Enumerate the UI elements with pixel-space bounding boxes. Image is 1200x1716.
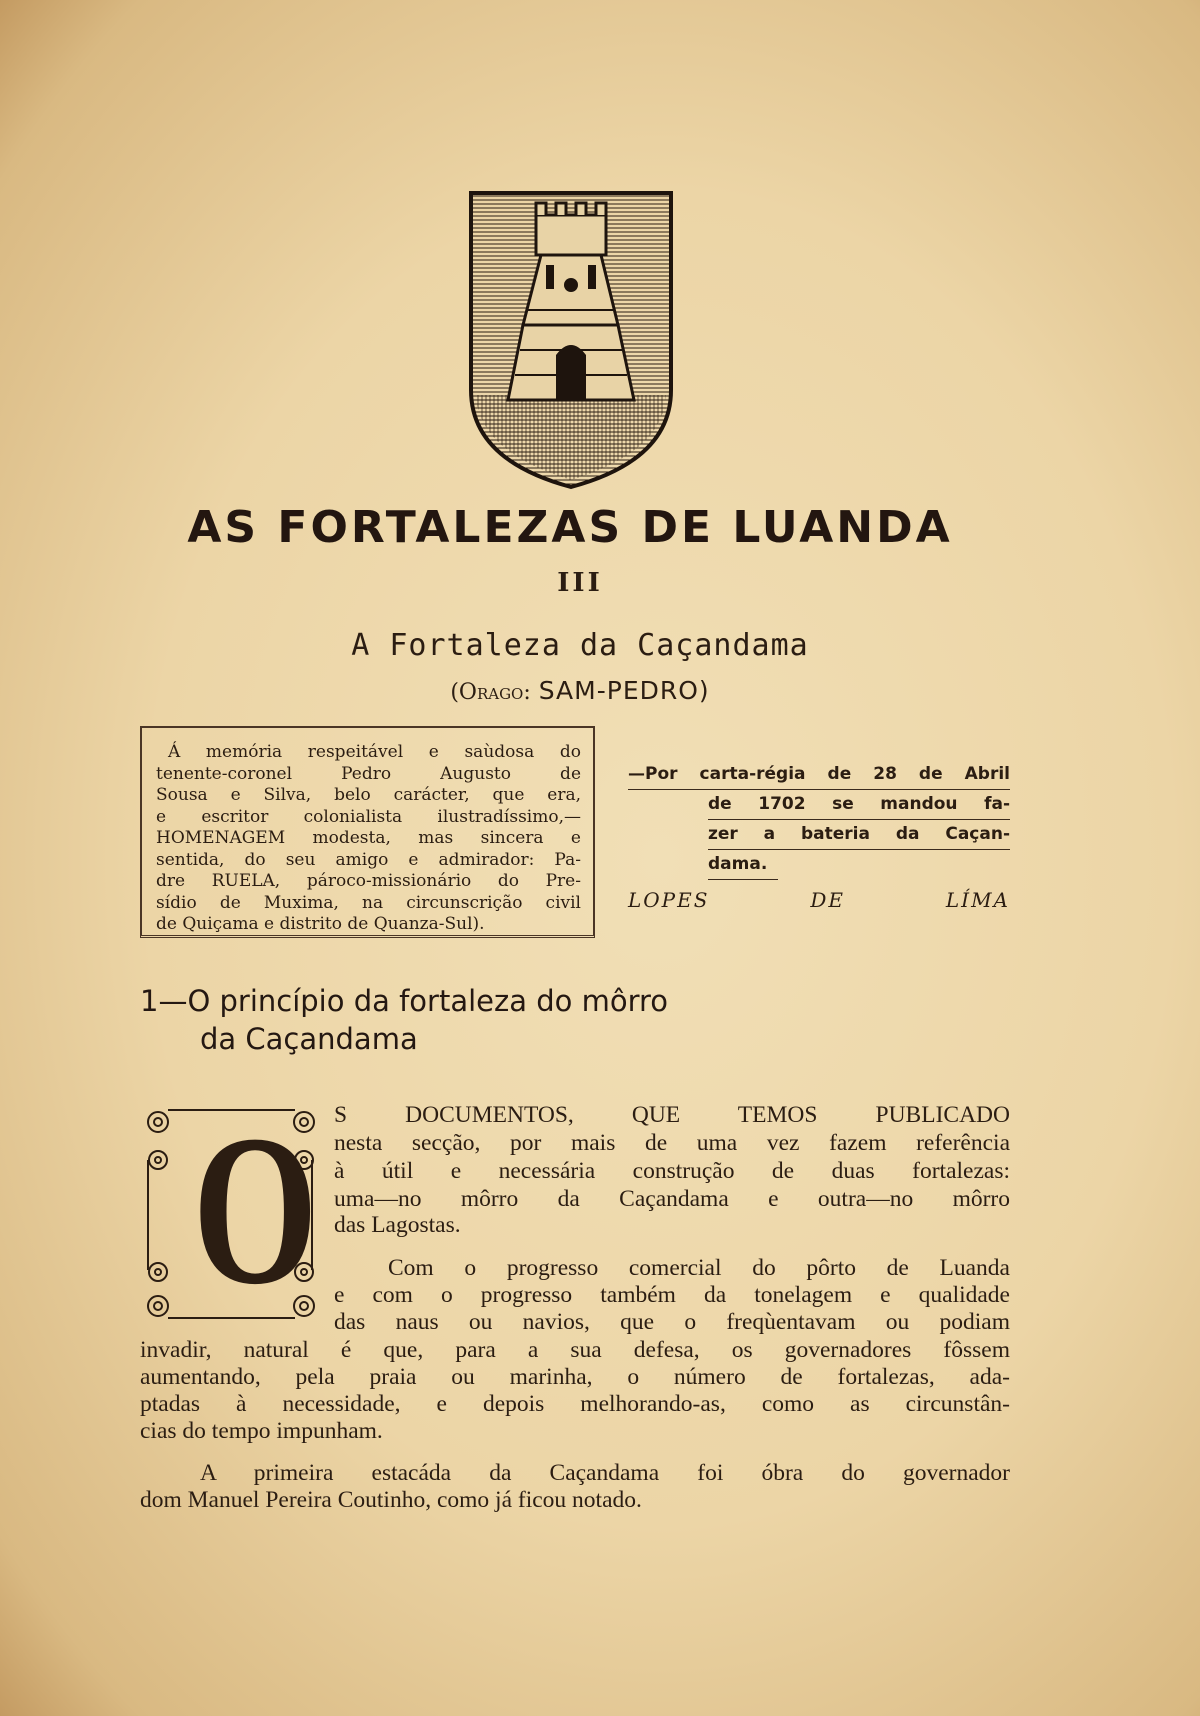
epigraph-line: dama. <box>708 850 778 880</box>
part-number: III <box>557 568 603 598</box>
body-line: Com o progresso comercial do pôrto de Luanda <box>388 1255 1010 1281</box>
body-line: e com o progresso também da tonelagem e qualidade <box>334 1282 1010 1308</box>
epigraph-author: LOPES DE LÍMA <box>628 888 1010 912</box>
dedication-line: Sousa e Silva, belo carácter, que era, <box>156 785 581 805</box>
epigraph-line: zer a bateria da Caçan- <box>708 820 1010 850</box>
body-line: das naus ou navios, que o freqùentavam ou podiam <box>334 1309 1010 1335</box>
dedication-box <box>140 726 595 938</box>
body-line: das Lagostas. <box>334 1212 461 1238</box>
section-heading <box>140 982 668 1058</box>
article-subtitle: A Fortaleza da Caçandama <box>351 628 809 663</box>
drop-cap-letter: O <box>192 1090 318 1329</box>
epigraph-line: —Por carta-régia de 28 de Abril <box>628 760 1010 790</box>
body-line: nesta secção, por mais de uma vez fazem referência <box>334 1130 1010 1156</box>
ornamental-drop-cap <box>140 1090 322 1329</box>
body-line: dom Manuel Pereira Coutinho, como já ficou notado. <box>140 1487 642 1513</box>
orago-line <box>300 676 860 705</box>
dedication-line: e escritor colonialista ilustradíssimo,— <box>156 806 581 827</box>
dedication-line: de Quiçama e distrito de Quanza-Sul). <box>156 914 485 934</box>
body-line: cias do tempo impunham. <box>140 1418 383 1444</box>
dedication-line: sídio de Muxima, na circunscrição civil <box>156 892 581 913</box>
coat-of-arms-tower-emblem <box>468 190 674 490</box>
dedication-line: Á memória respeitável e saùdosa do <box>168 742 581 762</box>
dedication-line: sentida, do seu amigo e admirador: Pa- <box>156 849 581 870</box>
body-line: invadir, natural é que, para a sua defesa, os governadores fôssem <box>140 1337 1010 1363</box>
body-line: A primeira estacáda da Caçandama foi óbra do governador <box>200 1460 1010 1486</box>
orago-saint: SAM-PEDRO) <box>538 676 710 705</box>
section-heading-line: da Caçandama <box>200 1022 418 1056</box>
dedication-line: dre RUELA, pároco-missionário do Pre- <box>156 871 581 891</box>
section-heading-line: 1—O princípio da fortaleza do môrro <box>140 984 669 1018</box>
article-title: AS FORTALEZAS DE LUANDA <box>187 502 953 553</box>
orago-label: (Orago: <box>450 680 531 705</box>
epigraph <box>628 760 1010 915</box>
epigraph-line: de 1702 se mandou fa- <box>708 790 1010 820</box>
body-line: uma—no môrro da Caçandama e outra—no môrro <box>334 1186 1010 1212</box>
body-line: à útil e necessária construção de duas fortalezas: <box>334 1158 1010 1184</box>
body-line: aumentando, pela praia ou marinha, o número de fortalezas, ada- <box>140 1364 1010 1390</box>
body-line: S DOCUMENTOS, QUE TEMOS PUBLICADO <box>334 1102 1010 1128</box>
body-line: ptadas à necessidade, e depois melhorando-as, como as circunstân- <box>140 1391 1010 1417</box>
dedication-line: tenente-coronel Pedro Augusto de <box>156 763 581 784</box>
dedication-line: HOMENAGEM modesta, mas sincera e <box>156 828 581 848</box>
